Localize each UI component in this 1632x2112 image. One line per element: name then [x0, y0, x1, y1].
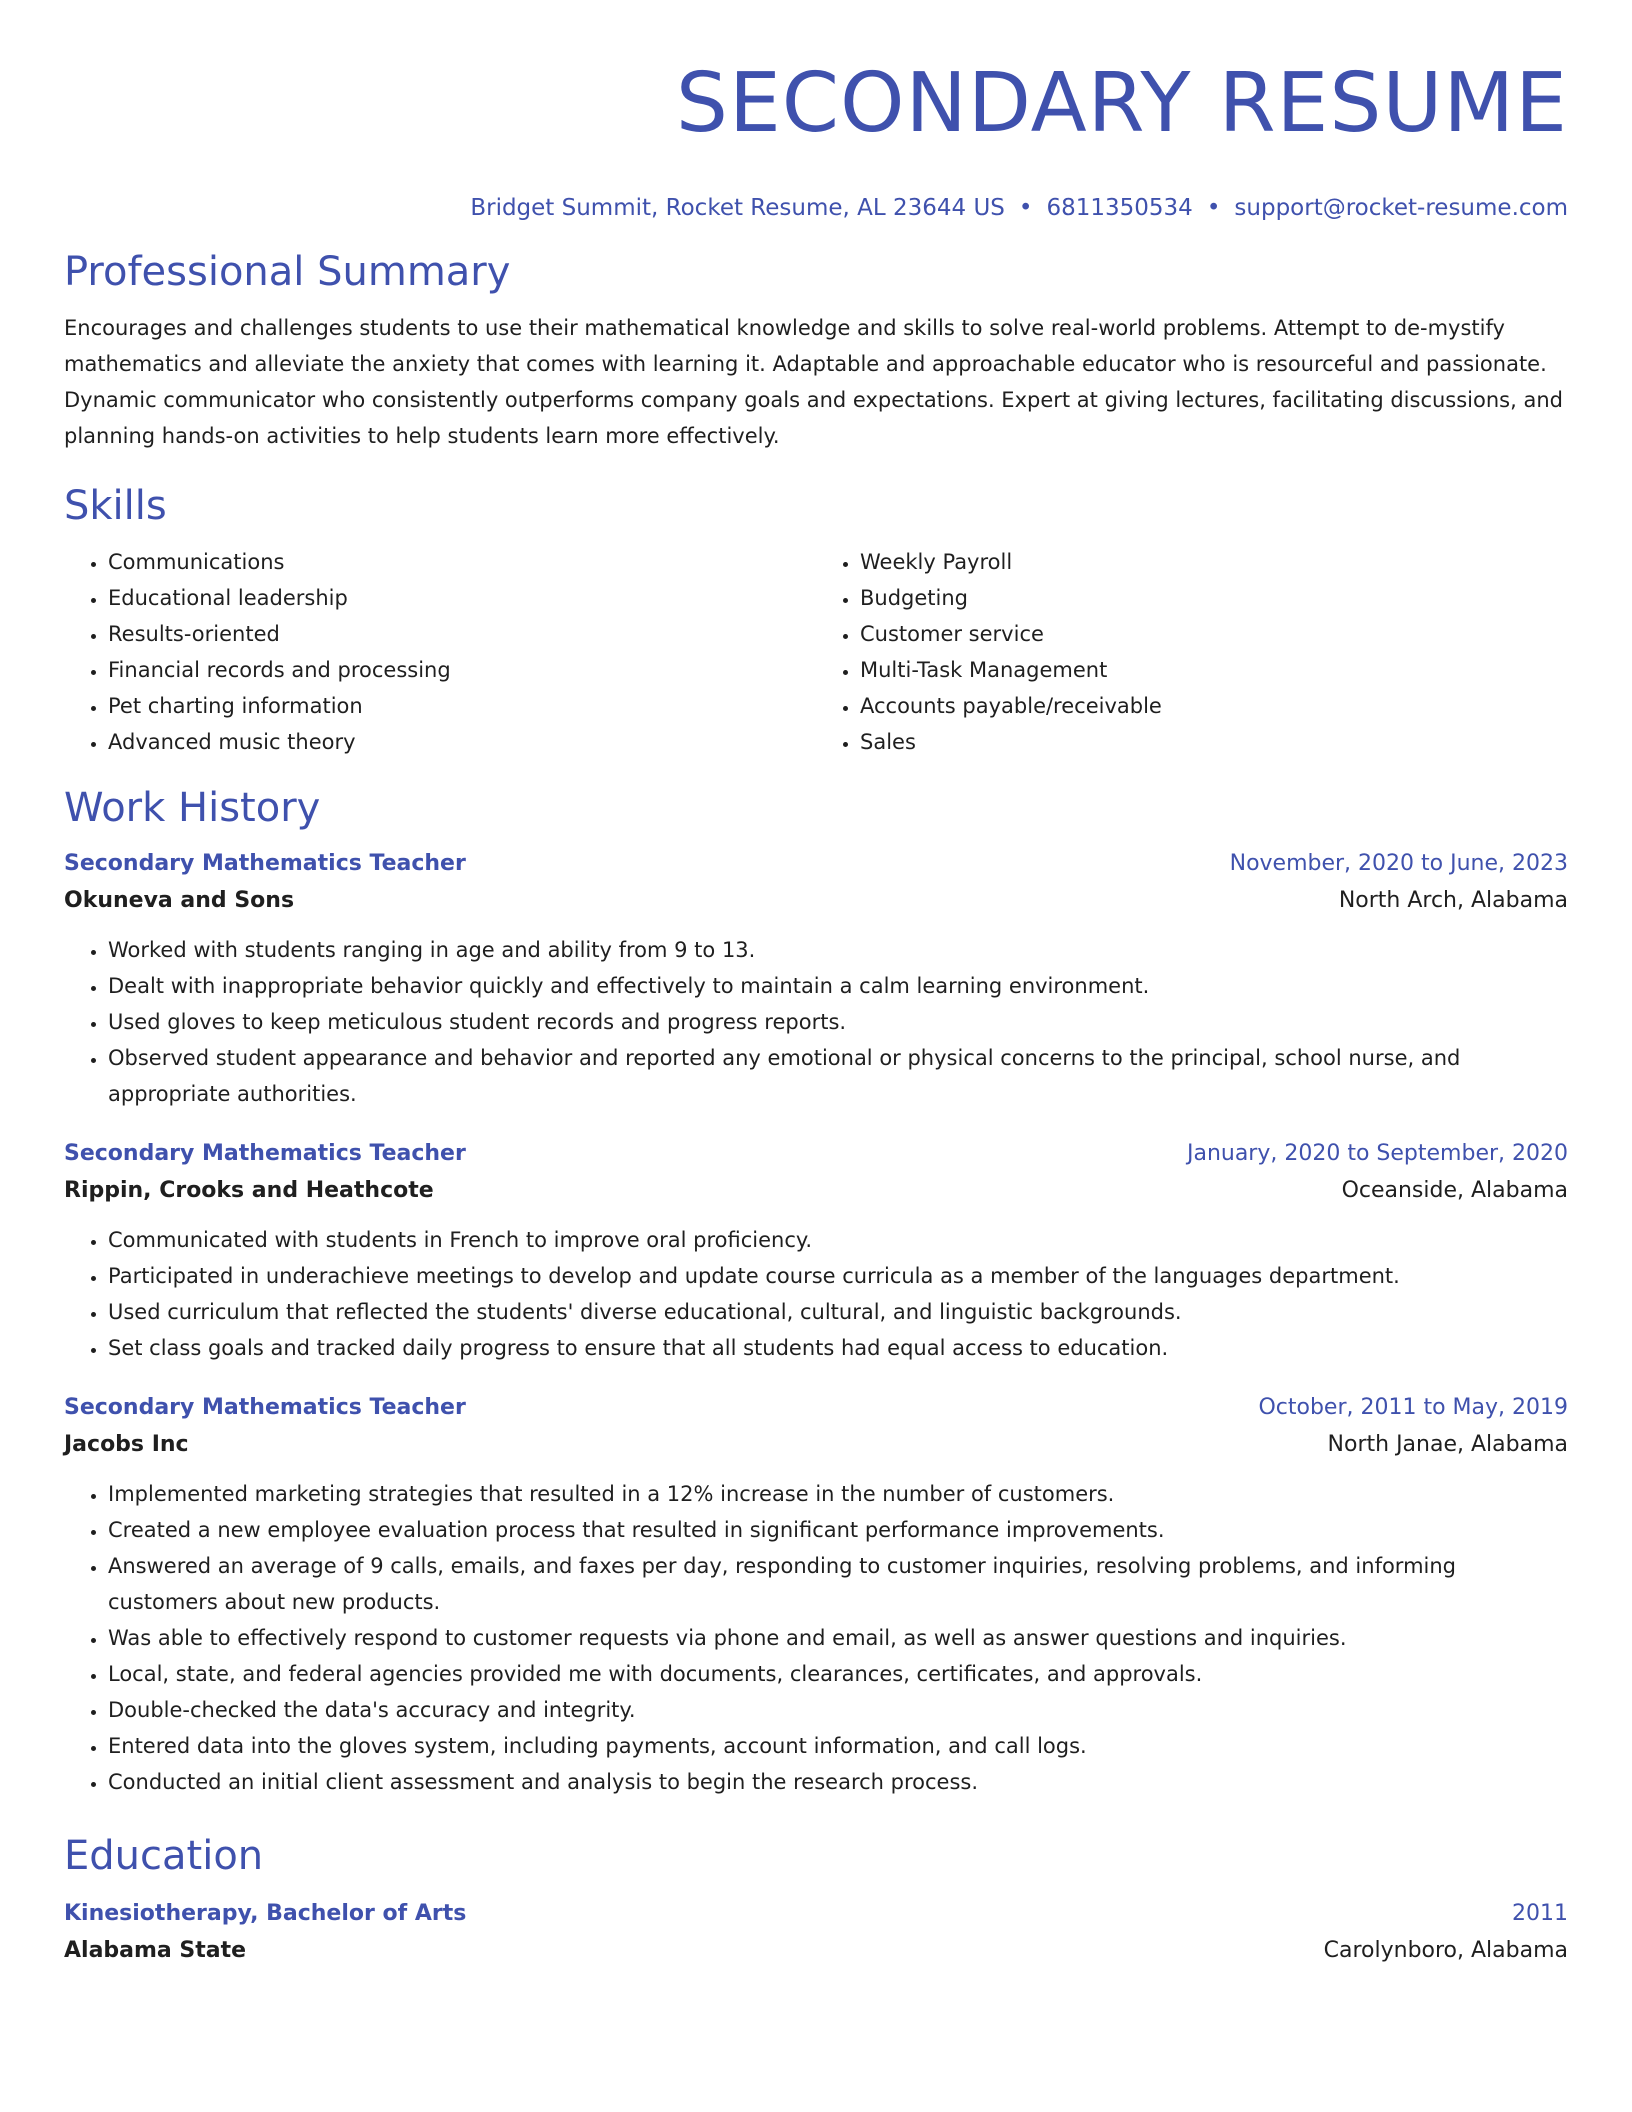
skill-item: • Communications: [108, 544, 816, 580]
job-location: Oceanside, Alabama: [1341, 1178, 1568, 1203]
skill-item: • Weekly Payroll: [860, 544, 1568, 580]
job-title-row: [64, 1390, 1568, 1426]
job-entry: [64, 1390, 1568, 1800]
education-heading: Education: [64, 1833, 264, 1879]
job-bullets: [64, 932, 1568, 1112]
job-bullet: • Dealt with inappropriate behavior quickly and effectively to maintain a calm learning environment.: [108, 968, 1568, 1004]
job-title-row: [64, 1136, 1568, 1172]
job-company: Rippin, Crooks and Heathcote: [64, 1178, 434, 1203]
job-bullet: • Observed student appearance and behavior and reported any emotional or physical concerns to the principal, school nurse, and appropriate authorities.: [108, 1040, 1568, 1112]
job-entry: [64, 1136, 1568, 1366]
skills-section: [64, 480, 1568, 760]
skill-item: • Advanced music theory: [108, 724, 816, 760]
skill-item: • Customer service: [860, 616, 1568, 652]
job-company: Okuneva and Sons: [64, 888, 295, 913]
job-title: Secondary Mathematics Teacher: [64, 1395, 466, 1420]
skill-item: • Financial records and processing: [108, 652, 816, 688]
job-title-row: [64, 846, 1568, 882]
job-bullet: • Local, state, and federal agencies provided me with documents, clearances, certificates, and approvals.: [108, 1656, 1568, 1692]
job-bullet: • Used curriculum that reflected the students' diverse educational, cultural, and linguistic backgrounds.: [108, 1294, 1568, 1330]
education-degree-row: [64, 1896, 1568, 1932]
job-bullet: • Entered data into the gloves system, including payments, account information, and call logs.: [108, 1728, 1568, 1764]
job-dates: November, 2020 to June, 2023: [1229, 851, 1568, 876]
summary-heading: Professional Summary: [64, 249, 511, 295]
job-bullet: • Worked with students ranging in age and ability from 9 to 13.: [108, 932, 1568, 968]
skills-list-left: [64, 544, 816, 760]
resume-header: [64, 56, 1568, 224]
summary-section: [64, 246, 1568, 454]
contact-line: [64, 192, 1568, 224]
skills-heading: Skills: [64, 483, 167, 529]
skill-item: • Educational leadership: [108, 580, 816, 616]
skill-item: • Multi-Task Management: [860, 652, 1568, 688]
education-degree: Kinesiotherapy, Bachelor of Arts: [64, 1901, 467, 1926]
job-bullets: [64, 1222, 1568, 1366]
education-location: Carolynboro, Alabama: [1323, 1938, 1568, 1963]
education-school: Alabama State: [64, 1938, 247, 1963]
education-section: [64, 1830, 1568, 1970]
education-school-row: [64, 1932, 1568, 1970]
summary-text: Encourages and challenges students to use their mathematical knowledge and skills to solve real-world problems. Attempt to de-mystify mathematics and alleviate the anxiety that comes with learning it. Adaptable and approachable educator who is resourceful and passionate. Dynamic communicator who consistently outperforms company goals and expectations. Expert at giving lectures, facilitating discussions, and planning hands-on activities to help students learn more effectively.: [64, 316, 1563, 448]
skill-item: • Sales: [860, 724, 1568, 760]
job-location: North Arch, Alabama: [1338, 888, 1568, 913]
job-bullet: • Conducted an initial client assessment and analysis to begin the research process.: [108, 1764, 1568, 1800]
contact-address: Bridget Summit, Rocket Resume, AL 23644 US: [470, 195, 1005, 221]
skill-item: • Pet charting information: [108, 688, 816, 724]
job-company: Jacobs Inc: [64, 1432, 189, 1457]
contact-phone: 6811350534: [1046, 195, 1193, 221]
job-company-row: [64, 1426, 1568, 1464]
job-bullet: • Used gloves to keep meticulous student records and progress reports.: [108, 1004, 1568, 1040]
skill-item: • Results-oriented: [108, 616, 816, 652]
skills-list-right: [816, 544, 1568, 760]
job-company-row: [64, 882, 1568, 920]
job-bullet: • Participated in underachieve meetings to develop and update course curricula as a member of the languages department.: [108, 1258, 1568, 1294]
candidate-name: SECONDARY RESUME: [675, 56, 1568, 151]
job-title: Secondary Mathematics Teacher: [64, 851, 466, 876]
work-heading: Work History: [64, 785, 321, 831]
job-location: North Janae, Alabama: [1327, 1432, 1568, 1457]
job-bullet: • Was able to effectively respond to customer requests via phone and email, as well as answer questions and inquiries.: [108, 1620, 1568, 1656]
education-year: 2011: [1512, 1901, 1568, 1926]
contact-separator: •: [1206, 195, 1221, 221]
job-bullet: • Created a new employee evaluation process that resulted in significant performance improvements.: [108, 1512, 1568, 1548]
job-bullet: • Communicated with students in French to improve oral proficiency.: [108, 1222, 1568, 1258]
job-bullet: • Double-checked the data's accuracy and integrity.: [108, 1692, 1568, 1728]
job-bullet: • Implemented marketing strategies that resulted in a 12% increase in the number of customers.: [108, 1476, 1568, 1512]
education-entry: [64, 1896, 1568, 1970]
contact-email[interactable]: support@rocket-resume.com: [1234, 195, 1568, 221]
job-dates: January, 2020 to September, 2020: [1186, 1141, 1568, 1166]
skills-columns: [64, 544, 1568, 760]
skill-item: • Budgeting: [860, 580, 1568, 616]
contact-separator: •: [1018, 195, 1033, 221]
job-entry: [64, 846, 1568, 1112]
job-bullet: • Set class goals and tracked daily progress to ensure that all students had equal access to education.: [108, 1330, 1568, 1366]
job-company-row: [64, 1172, 1568, 1210]
job-bullet: • Answered an average of 9 calls, emails, and faxes per day, responding to customer inquiries, resolving problems, and informing customers about new products.: [108, 1548, 1568, 1620]
skill-item: • Accounts payable/receivable: [860, 688, 1568, 724]
job-title: Secondary Mathematics Teacher: [64, 1141, 466, 1166]
work-section: [64, 782, 1568, 1800]
job-dates: October, 2011 to May, 2019: [1258, 1395, 1568, 1420]
job-bullets: [64, 1476, 1568, 1800]
